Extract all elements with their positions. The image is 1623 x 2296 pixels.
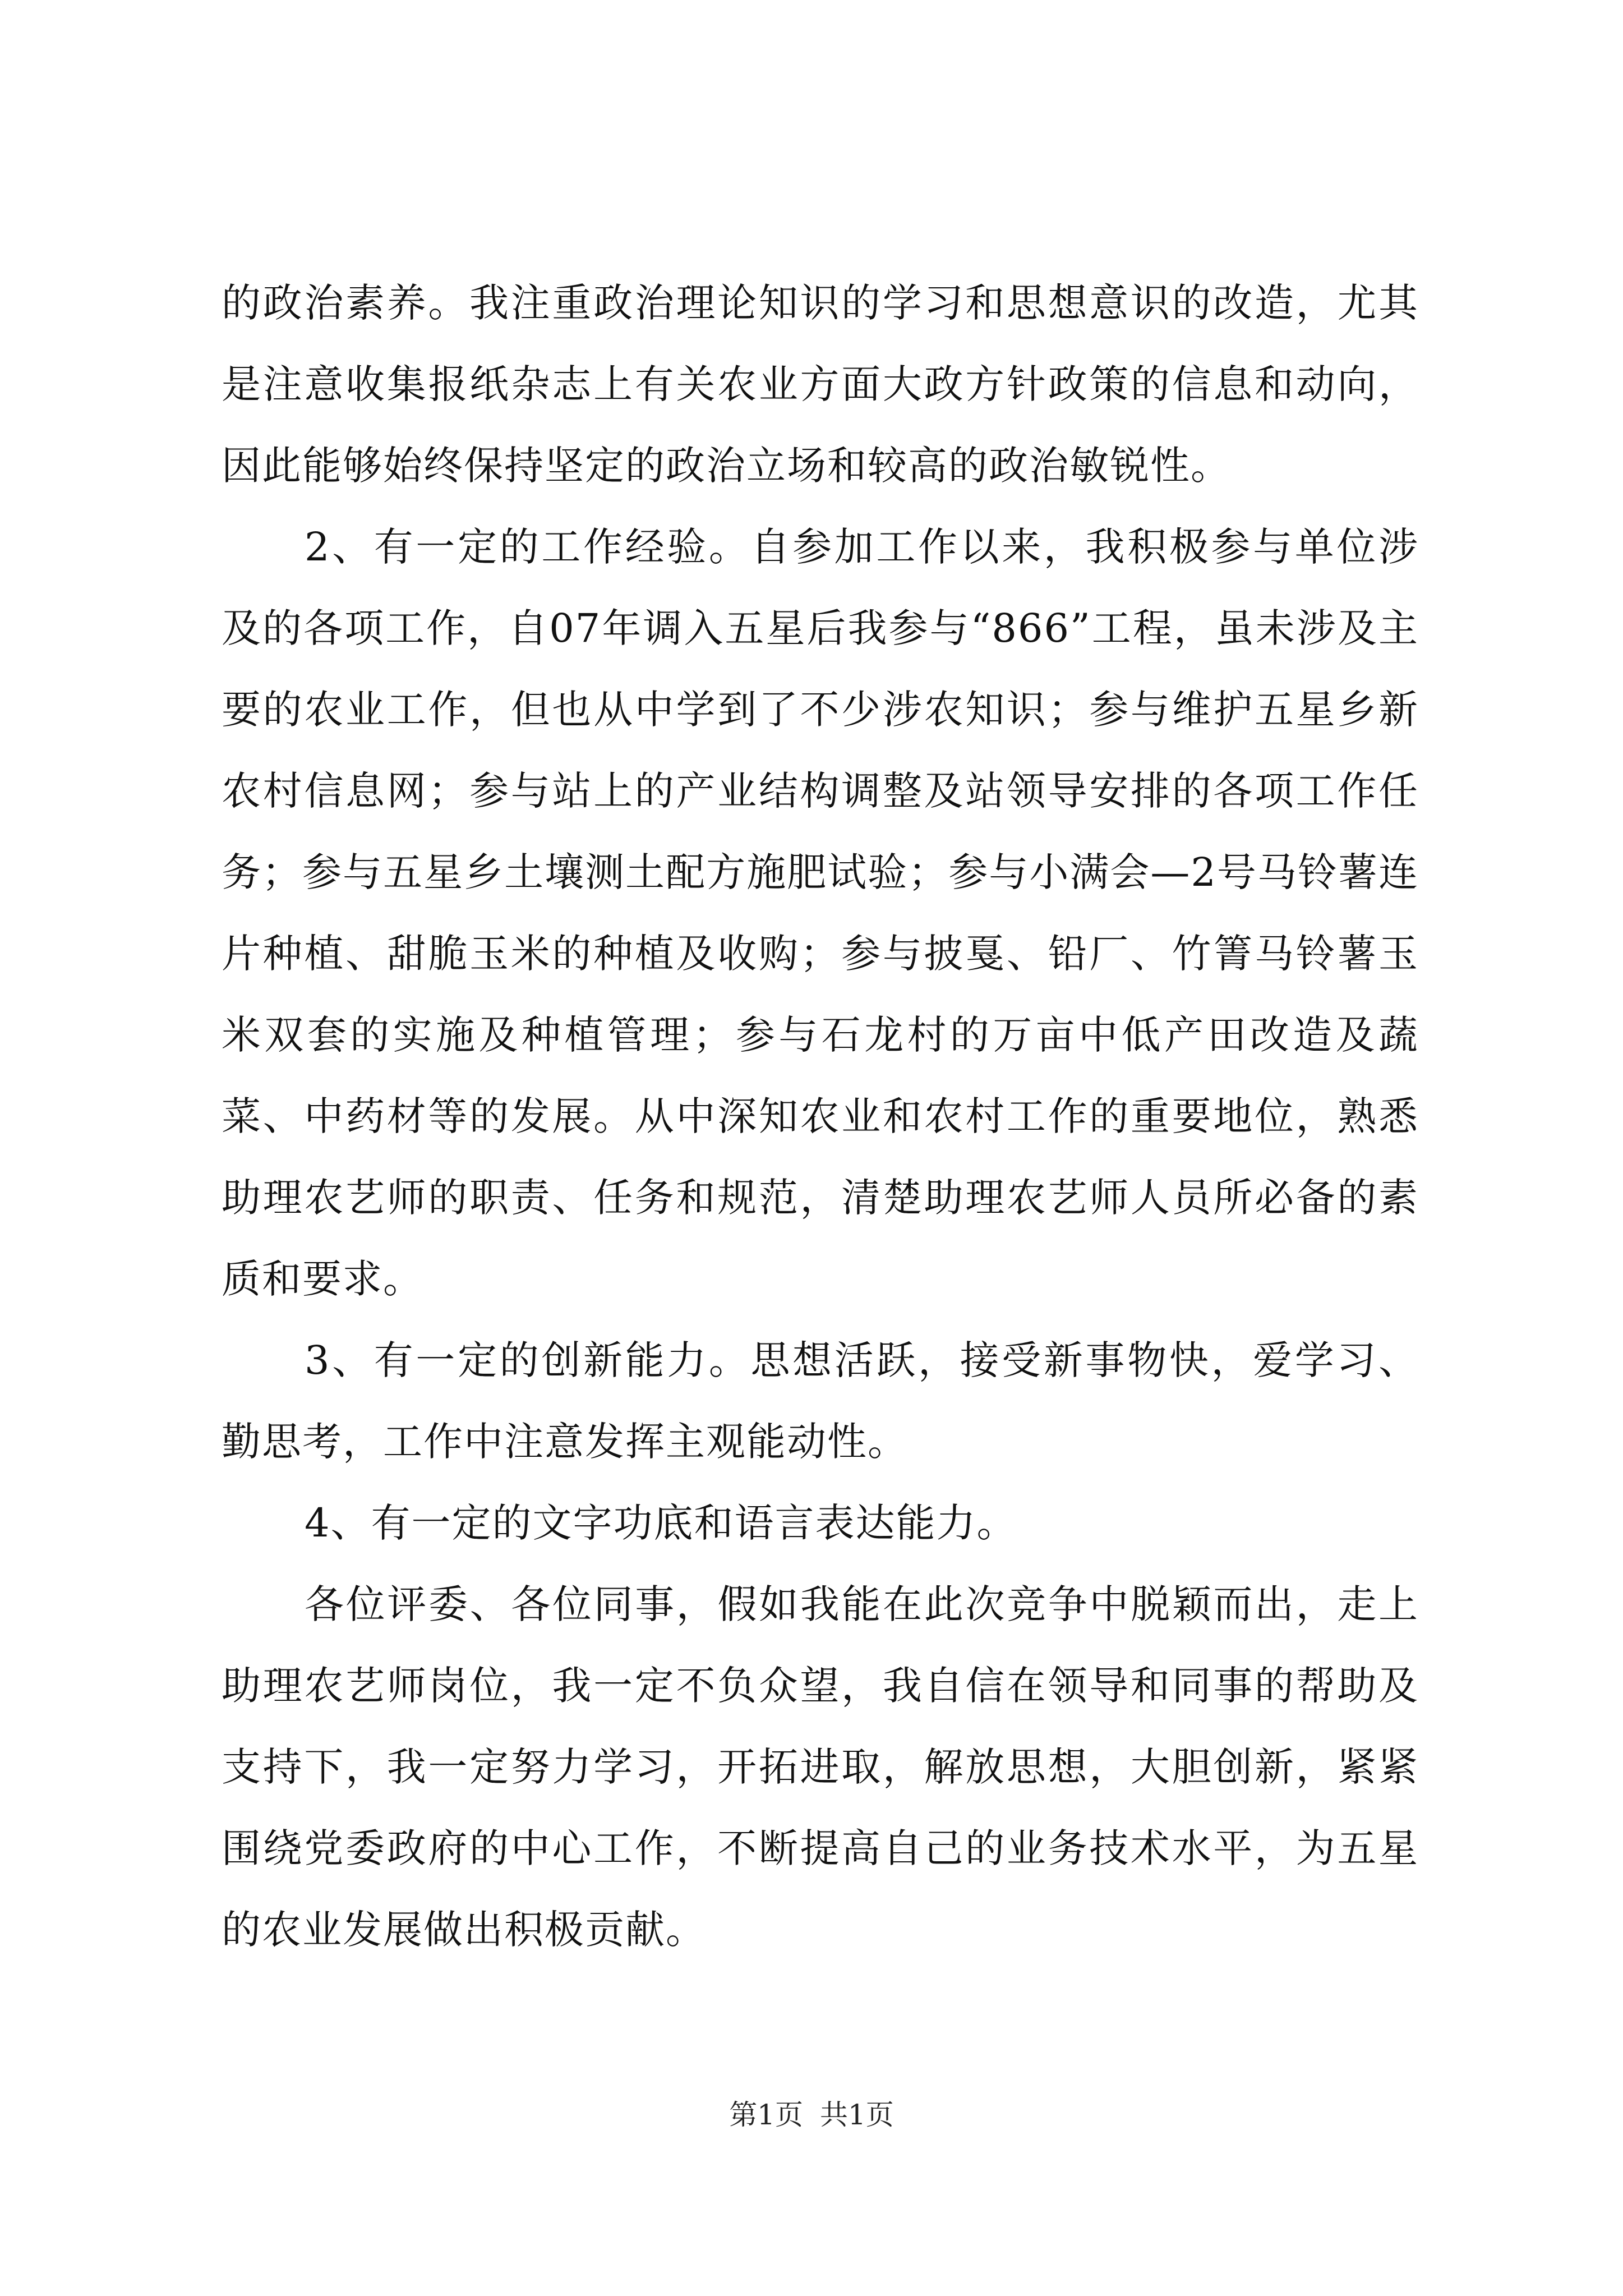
paragraph-innovation: 3、有一定的创新能力。思想活跃，接受新事物快，爱学习、勤思考，工作中注意发挥主观能动性。 [222, 1337, 1419, 1465]
page-footer [0, 2095, 1623, 2134]
page-number-current: 第1页 [729, 2099, 803, 2131]
page-number-total: 共1页 [820, 2099, 894, 2131]
paragraph-closing: 各位评委、各位同事，假如我能在此次竞争中脱颖而出，走上助理农艺师岗位，我一定不负众望，我自信在领导和同事的帮助及支持下，我一定努力学习，开拓进取，解放思想，大胆创新，紧紧围绕党委政府的中心工作，不断提高自己的业务技术水平，为五星的农业发展做出积极贡献。 [222, 1581, 1419, 1953]
paragraph-work-experience: 2、有一定的工作经验。自参加工作以来，我积极参与单位涉及的各项工作，自07年调入五星后我参与“866”工程，虽未涉及主要的农业工作，但也从中学到了不少涉农知识；参与维护五星乡新农村信息网；参与站上的产业结构调整及站领导安排的各项工作任务；参与五星乡土壤测土配方施肥试验；参与小满会—2号马铃薯连片种植、甜脆玉米的种植及收购；参与披戛、铅厂、竹箐马铃薯玉米双套的实施及种植管理；参与石龙村的万亩中低产田改造及蔬菜、中药材等的发展。从中深知农业和农村工作的重要地位，熟悉助理农艺师的职责、任务和规范，清楚助理农艺师人员所必备的素质和要求。 [222, 524, 1419, 1302]
paragraph-continuation: 的政治素养。我注重政治理论知识的学习和思想意识的改造，尤其是注意收集报纸杂志上有关农业方面大政方针政策的信息和动向，因此能够始终保持坚定的政治立场和较高的政治敏锐性。 [222, 280, 1419, 489]
document-body [222, 263, 1419, 1971]
paragraph-writing-ability: 4、有一定的文字功底和语言表达能力。 [305, 1500, 1017, 1546]
